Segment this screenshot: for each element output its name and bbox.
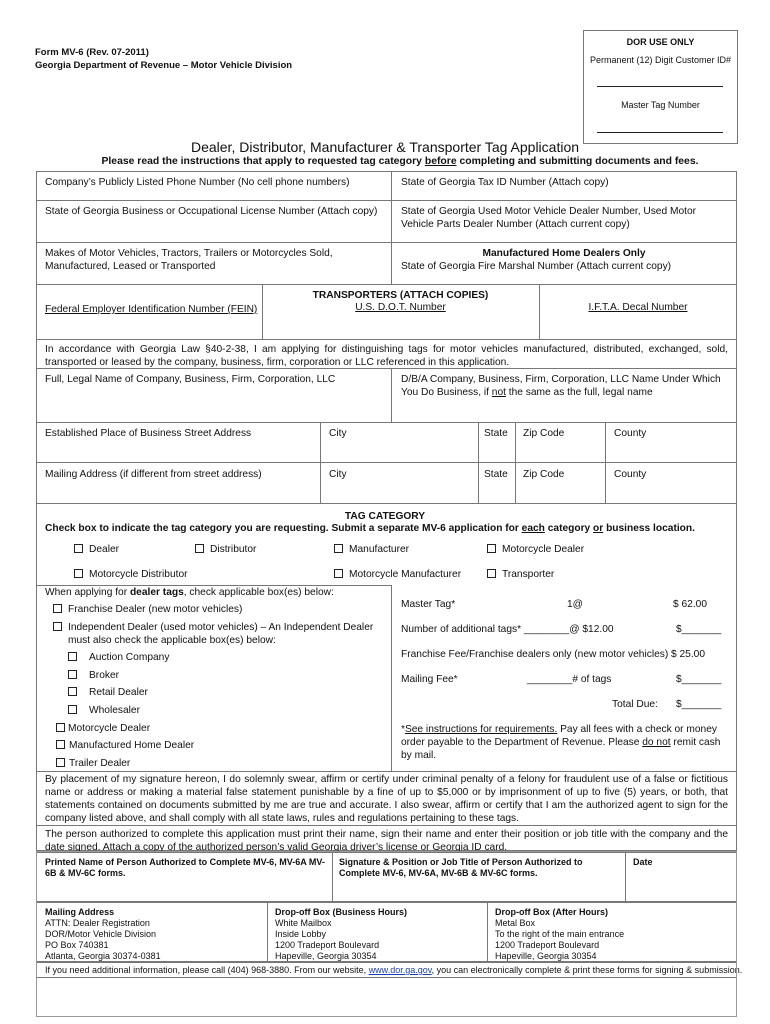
master-tag-line[interactable] <box>597 132 723 133</box>
row-divider <box>36 771 737 772</box>
mailing-fee-amount[interactable]: $_______ <box>676 674 722 685</box>
law-statement: In accordance with Georgia Law §40-2-38, I am applying for distinguishing tags for motor vehicles manufactured, distributed, exchanged, sold, transported or leased by the company, business, firm, corporation or LLC referenced in this application. <box>45 344 728 368</box>
page-subtitle: Please read the instructions that apply to requested tag category before completing and submitting documents and fees. <box>101 156 699 167</box>
transporters-title: TRANSPORTERS (ATTACH COPIES) <box>312 290 489 301</box>
date-field[interactable]: Date <box>633 857 653 867</box>
fee-instructions: *See instructions for requirements. Pay all fees with a check or money order payable to the Department of Revenue. Please do not remit cash by mail. <box>401 724 721 761</box>
lower-frame <box>36 851 737 1017</box>
total-due-amount[interactable]: $_______ <box>676 699 722 710</box>
manufactured-home-title: Manufactured Home Dealers Only <box>482 248 646 259</box>
ifta-label: I.F.T.A. Decal Number <box>588 302 688 313</box>
row-divider <box>36 825 737 826</box>
total-due-label: Total Due: <box>612 699 658 710</box>
master-tag-fee-label: Master Tag* <box>401 599 456 610</box>
row-divider <box>36 339 737 340</box>
checkbox-motorcycle-manufacturer[interactable]: Motorcycle Manufacturer <box>334 568 461 581</box>
checkbox-manufactured-home-dealer[interactable]: Manufactured Home Dealer <box>56 739 194 752</box>
business-license-label: State of Georgia Business or Occupational License Number (Attach copy) <box>45 206 378 217</box>
legal-name-label: Full, Legal Name of Company, Business, Firm, Corporation, LLC <box>45 374 336 385</box>
checkbox-distributor[interactable]: Distributor <box>195 543 256 556</box>
row-divider <box>36 368 737 369</box>
state-label: State <box>484 428 508 439</box>
authorized-person-statement: The person authorized to complete this application must print their name, sign their name and enter their position or job title with the company and the date signed. Attach a copy of the authorized person’s valid Georgia driver’s license or Georgia ID card. <box>45 829 728 853</box>
footer-note: If you need additional information, please call (404) 968-3880. From our website, www.dor.ga.gov, you can electronically complete & print these forms for signing & submission. <box>45 965 743 975</box>
mailing-address-label: Mailing Address (if different from street address) <box>45 469 262 480</box>
row-divider <box>36 422 737 423</box>
makes-label: Makes of Motor Vehicles, Tractors, Trailers or Motorcycles Sold, Manufactured, Leased or Transported <box>45 248 333 272</box>
franchise-fee-amount: $ 25.00 <box>671 649 705 660</box>
fire-marshal-label: State of Georgia Fire Marshal Number (Attach current copy) <box>401 261 672 272</box>
row-divider <box>36 200 737 201</box>
col-divider <box>515 422 516 503</box>
state-label: State <box>484 469 508 480</box>
printed-name-field[interactable]: Printed Name of Person Authorized to Complete MV-6, MV-6A MV-6B & MV-6C forms. <box>45 857 325 878</box>
checkbox-franchise-dealer[interactable]: Franchise Dealer (new motor vehicles) <box>53 603 242 616</box>
dor-use-title: DOR USE ONLY <box>626 37 695 47</box>
col-divider <box>391 585 392 771</box>
row-divider <box>36 284 737 285</box>
col-divider <box>478 422 479 503</box>
master-tag-qty: 1@ <box>567 599 584 610</box>
col-divider <box>391 368 392 422</box>
tax-id-label: State of Georgia Tax ID Number (Attach copy) <box>401 177 609 188</box>
website-link[interactable]: www.dor.ga.gov <box>368 965 432 975</box>
city-label: City <box>329 469 347 480</box>
page-title: Dealer, Distributor, Manufacturer & Transporter Tag Application <box>190 139 580 155</box>
customer-id-line[interactable] <box>597 86 723 87</box>
city-label: City <box>329 428 347 439</box>
usdot-label: U.S. D.O.T. Number <box>355 302 446 313</box>
master-tag-label: Master Tag Number <box>621 100 700 110</box>
checkbox-dealer[interactable]: Dealer <box>74 543 119 556</box>
checkbox-manufacturer[interactable]: Manufacturer <box>334 543 409 556</box>
dealer-tags-intro: When applying for dealer tags, check applicable box(es) below: <box>45 587 334 598</box>
dropoff-after-block: Drop-off Box (After Hours) Metal Box To the right of the main entrance 1200 Tradeport Boulevard Hapeville, Georgia 30354 <box>495 907 625 961</box>
checkbox-broker[interactable]: Broker <box>68 669 119 682</box>
checkbox-independent-dealer[interactable]: Independent Dealer (used motor vehicles) – An Independent Dealer must also check the applicable box(es) below: <box>53 621 385 647</box>
row-divider <box>36 462 737 463</box>
franchise-fee-label: Franchise Fee/Franchise dealers only (new motor vehicles) <box>401 649 669 660</box>
mailing-tags-field[interactable]: ________# of tags <box>527 674 612 685</box>
mailing-fee-label: Mailing Fee* <box>401 674 458 685</box>
county-label: County <box>614 428 647 439</box>
oath-statement: By placement of my signature hereon, I do solemnly swear, affirm or certify under criminal penalty of a felony for fraudulent use of a false or fictitious name or address or making a material false statement punishable by a fine of up to $5,000 or by imprisonment of up to five (5) years, or both, that statements contained on documents submitted by me are true and accurate. I also swear, affirm or certify that I am the authorized agent to sign for the company listed above, and shall comply with all state laws, rules and regulations pertaining to these tags. <box>45 774 728 824</box>
checkbox-motorcycle-distributor[interactable]: Motorcycle Distributor <box>74 568 188 581</box>
checkbox-trailer-dealer[interactable]: Trailer Dealer <box>56 757 130 770</box>
master-tag-amount: $ 62.00 <box>673 599 707 610</box>
zip-label: Zip Code <box>523 428 565 439</box>
row-divider <box>36 503 737 504</box>
dor-use-only-box <box>583 30 738 144</box>
checkbox-transporter[interactable]: Transporter <box>487 568 554 581</box>
county-label: County <box>614 469 647 480</box>
agency-name: Georgia Department of Revenue – Motor Vehicle Division <box>35 60 293 71</box>
tag-category-title: TAG CATEGORY <box>344 511 426 522</box>
form-id: Form MV-6 (Rev. 07-2011) <box>35 47 149 58</box>
dba-label: D/B/A Company, Business, Firm, Corporation, LLC Name Under Which You Do Business, if not the same as the full, legal name <box>401 374 721 398</box>
row-divider <box>36 242 737 243</box>
col-divider <box>320 422 321 503</box>
instructions-link[interactable]: See instructions for requirements. <box>404 724 558 735</box>
mailing-address-block: Mailing Address ATTN: Dealer Registration DOR/Motor Vehicle Division PO Box 740381 Atlanta, Georgia 30374-0381 <box>45 907 161 961</box>
col-divider <box>391 171 392 284</box>
used-dealer-label: State of Georgia Used Motor Vehicle Dealer Number, Used Motor Vehicle Parts Dealer Number (Attach current copy) <box>401 206 697 230</box>
dropoff-business-block: Drop-off Box (Business Hours) White Mailbox Inside Lobby 1200 Tradeport Boulevard Hapeville, Georgia 30354 <box>275 907 408 961</box>
fein-label: Federal Employer Identification Number (FEIN) <box>45 304 258 315</box>
street-address-label: Established Place of Business Street Address <box>45 428 252 439</box>
signature-field[interactable]: Signature & Position or Job Title of Person Authorized to Complete MV-6, MV-6A, MV-6B & MV-6C forms. <box>339 857 583 878</box>
customer-id-label: Permanent (12) Digit Customer ID# <box>589 55 732 65</box>
phone-label: Company’s Publicly Listed Phone Number (No cell phone numbers) <box>45 177 350 188</box>
checkbox-wholesaler[interactable]: Wholesaler <box>68 704 140 717</box>
checkbox-motorcycle-dealer-tag[interactable]: Motorcycle Dealer <box>56 722 150 735</box>
tag-category-instructions: Check box to indicate the tag category you are requesting. Submit a separate MV-6 application for each category or business location. <box>45 523 695 534</box>
zip-label: Zip Code <box>523 469 565 480</box>
col-divider <box>605 422 606 503</box>
checkbox-auction-company[interactable]: Auction Company <box>68 651 169 664</box>
checkbox-motorcycle-dealer[interactable]: Motorcycle Dealer <box>487 543 584 556</box>
additional-tags-field[interactable]: Number of additional tags* ________@ $12.00 <box>401 624 614 635</box>
additional-tags-amount[interactable]: $_______ <box>676 624 722 635</box>
checkbox-retail-dealer[interactable]: Retail Dealer <box>68 686 148 699</box>
